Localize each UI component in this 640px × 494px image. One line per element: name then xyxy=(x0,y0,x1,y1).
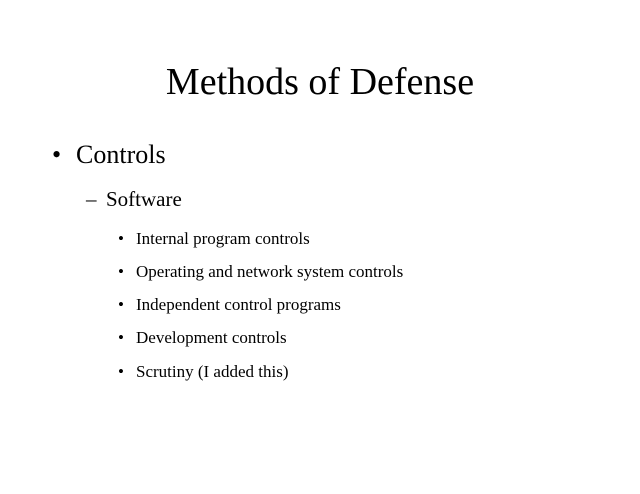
slide-title: Methods of Defense xyxy=(165,61,475,103)
bullet-text: Independent control programs xyxy=(136,295,341,314)
dash-marker: – xyxy=(86,187,97,211)
bullet-text: Development controls xyxy=(136,328,287,347)
bullet-text: Scrutiny (I added this) xyxy=(136,362,289,381)
bullet-scrutiny xyxy=(118,361,289,383)
bullet-marker: • xyxy=(118,362,124,381)
bullet-marker: • xyxy=(118,229,124,248)
bullet-text: Software xyxy=(106,187,182,211)
bullet-text: Controls xyxy=(76,140,166,169)
bullet-software xyxy=(86,186,182,212)
bullet-marker: • xyxy=(52,140,62,169)
bullet-marker: • xyxy=(118,328,124,347)
bullet-controls xyxy=(52,139,166,171)
bullet-marker: • xyxy=(118,295,124,314)
bullet-marker: • xyxy=(118,262,124,281)
bullet-text: Internal program controls xyxy=(136,229,310,248)
bullet-independent-control-programs xyxy=(118,294,341,316)
bullet-internal-program-controls xyxy=(118,228,310,250)
bullet-text: Operating and network system controls xyxy=(136,262,404,281)
bullet-operating-network-controls xyxy=(118,261,403,283)
bullet-development-controls xyxy=(118,327,287,349)
